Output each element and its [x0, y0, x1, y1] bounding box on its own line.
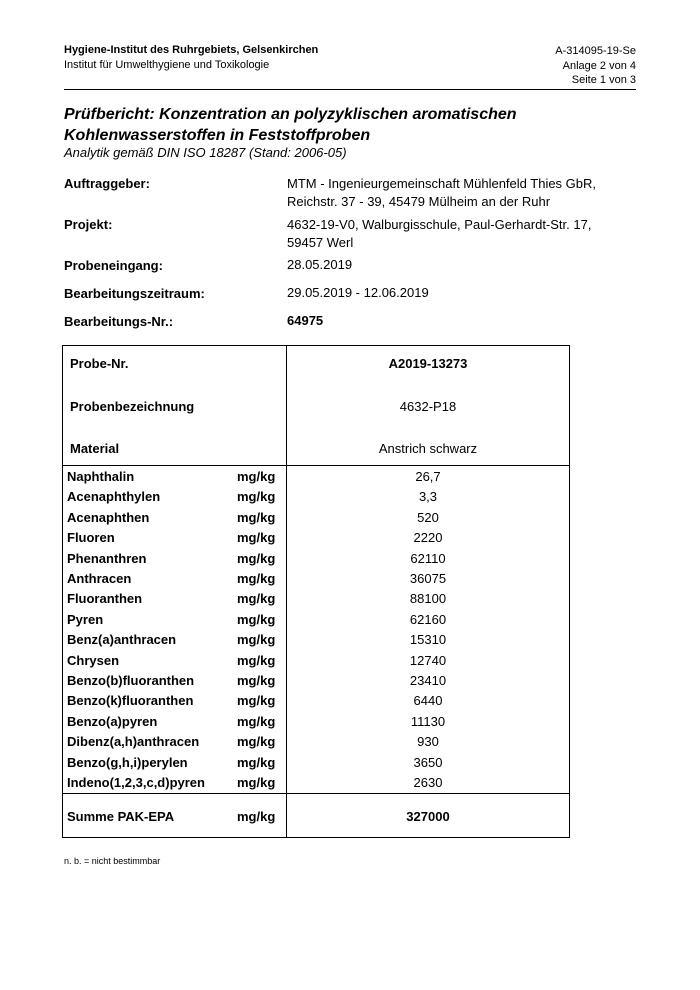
compound-name: Acenaphthylen — [67, 489, 161, 505]
receipt-value: 28.05.2019 — [287, 257, 353, 272]
unit: mg/kg — [237, 713, 276, 729]
designation-value: 4632-P18 — [399, 399, 457, 414]
header-section-divider — [63, 465, 569, 466]
compound-name: Benzo(b)fluoranthen — [67, 673, 195, 688]
table-row — [63, 671, 569, 691]
concentration-value: 930 — [417, 734, 439, 750]
sum-value: 327000 — [406, 809, 450, 824]
unit: mg/kg — [237, 673, 276, 688]
client-line-2: Reichstr. 37 - 39, 45479 Mülheim an der Ruhr — [287, 194, 551, 209]
table-row — [63, 630, 569, 650]
compound-name: Naphthalin — [67, 469, 135, 484]
document-reference — [555, 44, 636, 88]
sum-name: Summe PAK-EPA — [67, 809, 175, 824]
project-line-1: 4632-19-V0, Walburgisschule, Paul-Gerhardt-Str. 17, — [287, 217, 592, 232]
department-name: Institut für Umwelthygiene und Toxikologie — [64, 59, 270, 71]
processing-number-value: 64975 — [287, 313, 324, 328]
concentration-value: 11130 — [410, 713, 446, 729]
compound-name: Benzo(g,h,i)perylen — [67, 754, 188, 770]
compound-name: Fluoren — [67, 530, 115, 546]
table-row — [63, 732, 569, 752]
unit: mg/kg — [237, 775, 276, 790]
results-table — [62, 345, 570, 838]
unit: mg/kg — [237, 489, 276, 505]
concentration-value: 26,7 — [415, 469, 441, 484]
material-value: Anstrich schwarz — [378, 441, 478, 456]
sample-number-label: Probe-Nr. — [70, 356, 129, 371]
sample-number-value: A2019-13273 — [388, 356, 468, 371]
period-value: 29.05.2019 - 12.06.2019 — [287, 285, 429, 300]
table-row — [63, 589, 569, 609]
unit: mg/kg — [237, 652, 276, 668]
project-line-2: 59457 Werl — [287, 235, 354, 250]
unit: mg/kg — [237, 530, 276, 546]
client-label: Auftraggeber: — [64, 176, 150, 191]
sum-unit: mg/kg — [237, 809, 276, 824]
concentration-value: 3,3 — [418, 489, 438, 505]
table-row — [63, 508, 569, 528]
designation-label: Probenbezeichnung — [70, 399, 195, 414]
table-row — [63, 487, 569, 507]
unit: mg/kg — [237, 693, 276, 709]
compound-name: Dibenz(a,h)anthracen — [67, 734, 200, 750]
concentration-value: 88100 — [409, 591, 447, 607]
concentration-value: 62110 — [410, 550, 446, 566]
unit: mg/kg — [237, 611, 276, 627]
unit: mg/kg — [237, 754, 276, 770]
header-divider — [64, 89, 636, 90]
table-row — [63, 691, 569, 711]
compound-name: Indeno(1,2,3,c,d)pyren — [67, 775, 205, 790]
unit: mg/kg — [237, 632, 276, 648]
table-row — [63, 712, 569, 732]
footnote: n. b. = nicht bestimmbar — [64, 856, 161, 866]
unit: mg/kg — [237, 571, 276, 586]
concentration-value: 2630 — [413, 775, 443, 790]
concentration-value: 62160 — [409, 611, 447, 627]
report-subtitle: Analytik gemäß DIN ISO 18287 (Stand: 2006-05) — [64, 145, 347, 160]
table-row — [63, 549, 569, 569]
report-title: Prüfbericht: Konzentration an polyzyklischen aromatischen Kohlenwasserstoffen in Feststoffproben — [64, 106, 517, 144]
compound-name: Anthracen — [67, 571, 132, 586]
concentration-value: 12740 — [409, 652, 447, 668]
compound-name: Acenaphthen — [67, 509, 150, 525]
processing-number-label: Bearbeitungs-Nr.: — [64, 314, 174, 329]
page-info: Seite 1 von 3 — [571, 74, 636, 86]
sum-row — [63, 807, 569, 827]
compound-name: Benz(a)anthracen — [67, 632, 177, 648]
concentration-value: 15310 — [409, 632, 447, 648]
attachment-info: Anlage 2 von 4 — [562, 59, 636, 72]
compound-name: Benzo(a)pyren — [67, 713, 158, 729]
material-label: Material — [70, 441, 120, 456]
concentration-value: 36075 — [409, 571, 447, 586]
receipt-label: Probeneingang: — [64, 258, 163, 273]
institute-name: Hygiene-Institut des Ruhrgebiets, Gelsenkirchen — [64, 44, 319, 56]
compound-name: Fluoranthen — [67, 591, 143, 607]
concentration-value: 520 — [417, 509, 439, 525]
client-value — [287, 175, 627, 211]
unit: mg/kg — [237, 550, 276, 566]
unit: mg/kg — [237, 591, 276, 607]
compound-name: Phenanthren — [67, 550, 147, 566]
period-label: Bearbeitungszeitraum: — [64, 286, 205, 301]
project-label: Projekt: — [64, 217, 113, 232]
concentration-value: 3650 — [413, 754, 443, 770]
table-row — [63, 773, 569, 793]
compound-name: Pyren — [67, 611, 104, 627]
project-value — [287, 216, 627, 252]
unit: mg/kg — [237, 509, 276, 525]
compound-name: Chrysen — [67, 652, 120, 668]
concentration-value: 23410 — [409, 673, 447, 688]
table-row — [63, 569, 569, 589]
table-row — [63, 651, 569, 671]
document-id: A-314095-19-Se — [555, 45, 636, 57]
table-row — [63, 753, 569, 773]
concentration-value: 6440 — [413, 693, 443, 709]
unit: mg/kg — [237, 469, 276, 484]
table-row — [63, 467, 569, 487]
unit: mg/kg — [237, 734, 276, 750]
table-row — [63, 610, 569, 630]
concentration-value: 2220 — [413, 530, 443, 546]
table-row — [63, 528, 569, 548]
client-line-1: MTM - Ingenieurgemeinschaft Mühlenfeld Thies GbR, — [287, 176, 597, 191]
compound-name: Benzo(k)fluoranthen — [67, 693, 194, 709]
